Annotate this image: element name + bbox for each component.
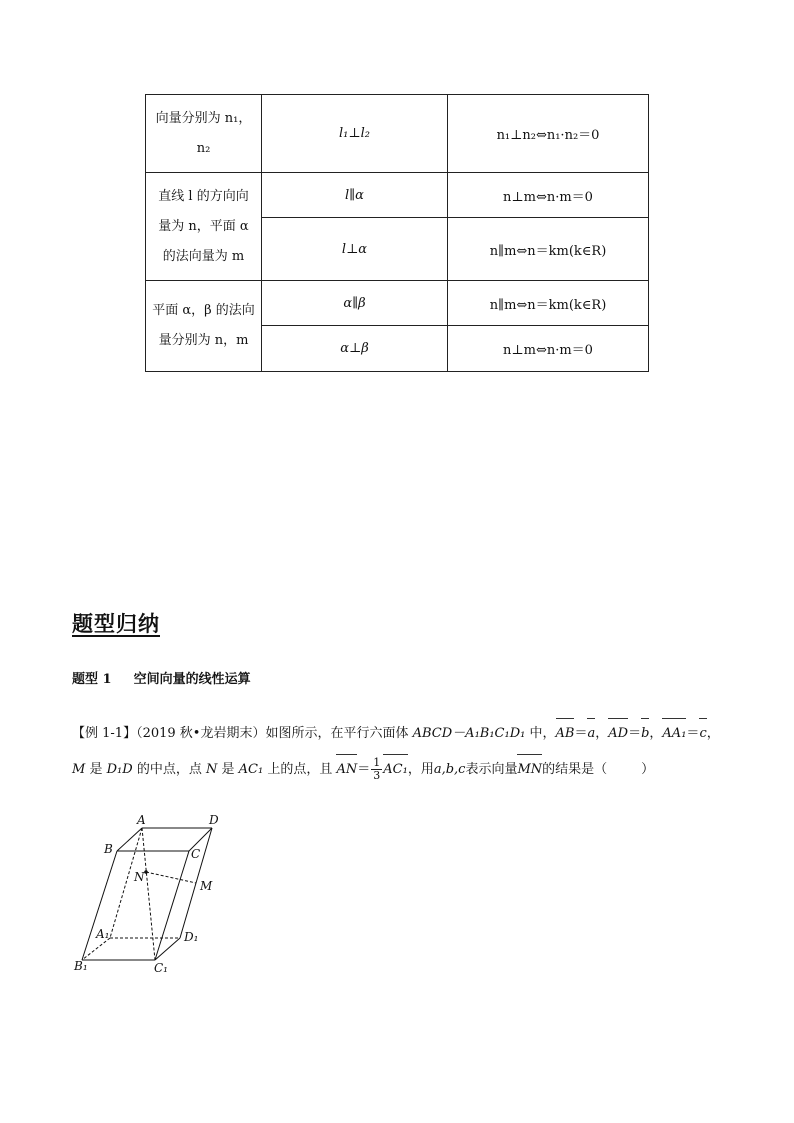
vector-AA1: AA₁	[662, 716, 686, 752]
example-line-2: M 是 D₁D 的中点，点 N 是 AC₁ 上的点，且 AN＝ $\frac{1}{3}$ AC₁，用a,b,c表示向量MN的结果是（ ）	[72, 752, 740, 788]
edge-A1B1	[82, 938, 110, 960]
question-type-title	[72, 668, 273, 687]
label-A: A	[137, 813, 146, 827]
example-problem	[72, 716, 740, 788]
table-cell-relation: l⊥α	[262, 218, 448, 281]
table-cell-relation: l∥α	[262, 173, 448, 218]
table-cell-vector: n∥m⇔n＝km(k∈R)	[448, 281, 649, 326]
solid-name: ABCD－A₁B₁C₁D₁	[412, 726, 526, 741]
table-cell-relation: α⊥β	[262, 326, 448, 372]
vector-AB: AB	[556, 716, 575, 752]
parallelepiped-figure	[70, 808, 240, 978]
table-cell-vector: n⊥m⇔n·m＝0	[448, 326, 649, 372]
label-B: B	[104, 842, 113, 856]
example-source: （2019 秋•龙岩期末）	[136, 726, 266, 741]
table-row	[146, 95, 649, 173]
label-A1: A₁	[96, 927, 110, 941]
table-cell-vector: n∥m⇔n＝km(k∈R)	[448, 218, 649, 281]
relation-table	[145, 94, 649, 372]
table-cell-condition: 平面 α，β 的法向 量分别为 n，m	[146, 281, 262, 372]
table-cell-vector: n⊥m⇔n·m＝0	[448, 173, 649, 218]
point-N	[144, 870, 148, 874]
vector-AN: AN	[336, 752, 357, 788]
section-title: 题型归纳	[72, 611, 160, 636]
fraction-one-third: $\frac{1}{3}$	[373, 756, 381, 782]
example-tag: 【例 1-1】	[72, 726, 137, 741]
segment-AC1	[142, 828, 155, 960]
table-cell-vector: n₁⊥n₂⇔n₁·n₂＝0	[448, 95, 649, 173]
vector-AC1: AC₁	[383, 752, 408, 788]
label-D: D	[209, 813, 219, 827]
edge-BB1	[82, 851, 117, 960]
vector-AD: AD	[608, 716, 628, 752]
table-row	[146, 281, 649, 326]
vector-abc: a,b,c	[433, 762, 466, 777]
vector-b: b	[641, 716, 649, 752]
table-cell-relation: l₁⊥l₂	[262, 95, 448, 173]
table-cell-condition: 向量分别为 n₁， n₂	[146, 95, 262, 173]
question-type-name: 空间向量的线性运算	[133, 672, 251, 687]
label-M: M	[200, 879, 213, 893]
table-row	[146, 173, 649, 218]
vector-c: c	[699, 716, 706, 752]
example-line-1: 【例 1-1】（2019 秋•龙岩期末）如图所示，在平行六面体 ABCD－A₁B₁C₁D₁ 中，AB＝a，AD＝b，AA₁＝c，	[72, 716, 740, 752]
question-type-label: 题型 1	[72, 672, 112, 687]
label-C: C	[191, 847, 201, 861]
segment-NM	[146, 872, 196, 883]
label-C1: C₁	[154, 961, 168, 975]
label-B1: B₁	[74, 959, 88, 973]
vector-a: a	[587, 716, 595, 752]
label-D1: D₁	[184, 930, 199, 944]
vector-MN: MN	[517, 752, 542, 788]
label-N: N	[134, 870, 145, 884]
table-cell-relation: α∥β	[262, 281, 448, 326]
table-cell-condition: 直线 l 的方向向 量为 n，平面 α 的法向量为 m	[146, 173, 262, 281]
